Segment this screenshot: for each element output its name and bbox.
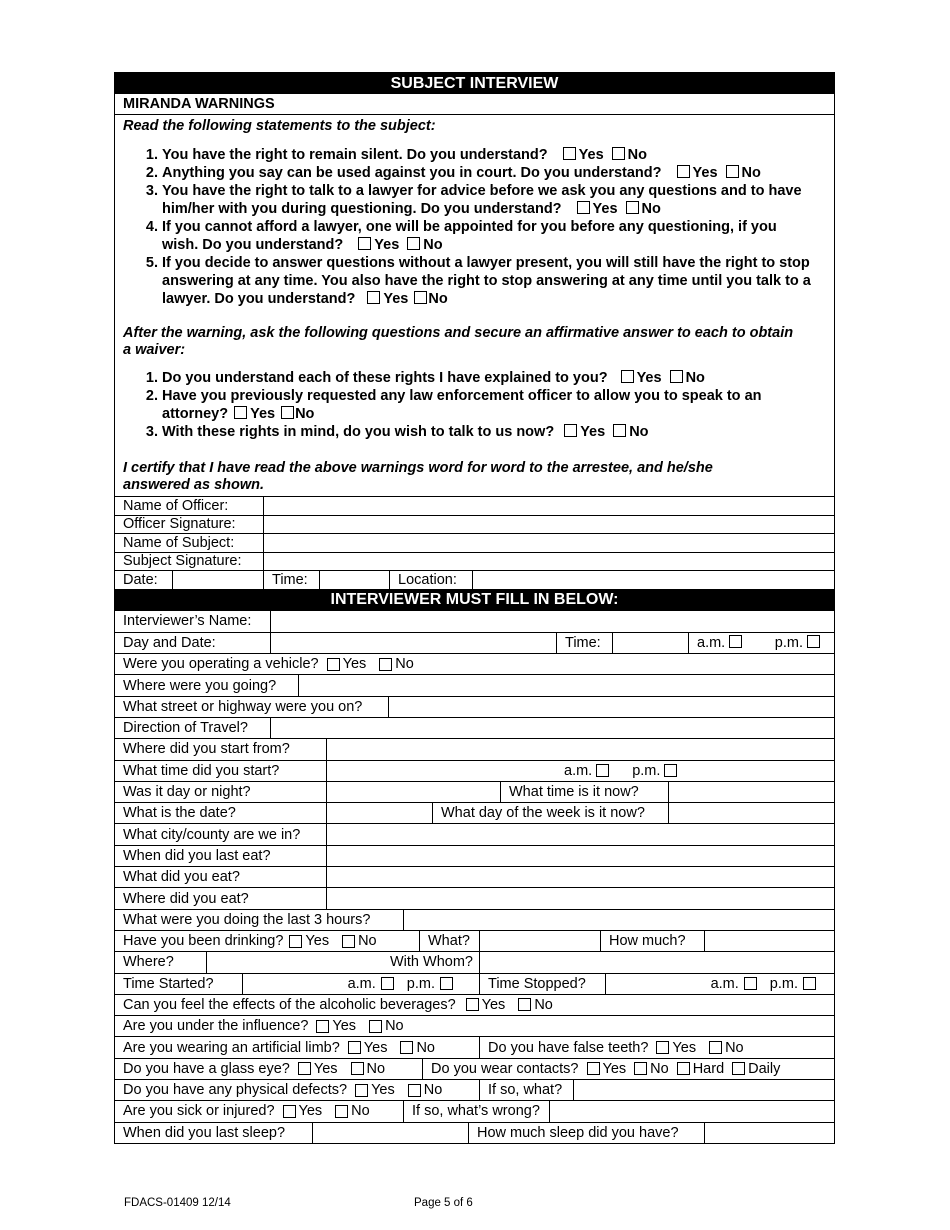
what-eat-row	[115, 866, 834, 887]
doing-label: What were you doing the last 3 hours?	[123, 911, 371, 928]
what-eat-field[interactable]	[326, 867, 834, 887]
time-now-label: What time is it now?	[500, 782, 668, 802]
officer-name-row	[115, 496, 834, 515]
going-label: Where were you going?	[123, 677, 277, 694]
street-field[interactable]	[388, 697, 834, 717]
defects-what-field[interactable]	[573, 1080, 834, 1100]
whats-wrong-field[interactable]	[549, 1101, 834, 1121]
checkbox-influence-yes[interactable]	[316, 1020, 329, 1033]
day-night-row	[115, 781, 834, 802]
checkbox-effects-yes[interactable]	[466, 998, 479, 1011]
what-eat-label: What did you eat?	[123, 869, 240, 886]
day-time-field[interactable]	[612, 633, 688, 653]
last-sleep-field[interactable]	[312, 1123, 468, 1143]
checkbox-vehicle-no[interactable]	[379, 658, 392, 671]
checkbox-waiver-no-1[interactable]	[670, 370, 683, 383]
checkbox-start-pm[interactable]	[664, 764, 677, 777]
date-field[interactable]	[172, 571, 263, 589]
checkbox-stopped-pm[interactable]	[803, 977, 816, 990]
where-label: Where?	[123, 954, 174, 971]
contacts-question: Do you wear contacts? Yes No Hard Daily	[422, 1059, 834, 1079]
subject-signature-row	[115, 552, 834, 571]
miranda-instruction: Read the following statements to the subject:	[123, 118, 436, 134]
checkbox-started-am[interactable]	[381, 977, 394, 990]
time-stopped-label: Time Stopped?	[479, 974, 605, 994]
checkbox-limb-no[interactable]	[400, 1041, 413, 1054]
waiver-questions	[115, 369, 834, 441]
subject-name-field[interactable]	[263, 534, 834, 552]
date-question-label: What is the date?	[123, 805, 236, 822]
miranda-statement-4: 4. If you cannot afford a lawyer, one will be appointed for you before any questioning, if you wish. Do you understand? Yes No	[162, 218, 814, 254]
how-much-label: How much?	[600, 931, 704, 951]
form-id: FDACS-01409 12/14	[124, 1197, 231, 1209]
city-row	[115, 823, 834, 844]
teeth-question: Do you have false teeth? Yes No	[479, 1037, 834, 1057]
city-label: What city/county are we in?	[123, 826, 301, 843]
checkbox-eye-no[interactable]	[351, 1062, 364, 1075]
where-eat-field[interactable]	[326, 888, 834, 908]
direction-row	[115, 717, 834, 738]
last-eat-field[interactable]	[326, 846, 834, 866]
checkbox-drinking-yes[interactable]	[289, 935, 302, 948]
where-field[interactable]	[206, 952, 362, 972]
location-field[interactable]	[472, 571, 834, 589]
influence-row	[115, 1015, 834, 1036]
where-eat-label: Where did you eat?	[123, 890, 249, 907]
time-started-field: a.m. p.m.	[242, 974, 479, 994]
officer-signature-field[interactable]	[263, 516, 834, 534]
going-row	[115, 674, 834, 695]
how-much-field[interactable]	[704, 931, 834, 951]
checkbox-start-am[interactable]	[596, 764, 609, 777]
start-time-field[interactable]	[326, 761, 556, 781]
date-row	[115, 802, 834, 823]
checkbox-waiver-no-3[interactable]	[613, 424, 626, 437]
last-sleep-label: When did you last sleep?	[123, 1124, 286, 1141]
checkbox-vehicle-yes[interactable]	[327, 658, 340, 671]
sick-question: Are you sick or injured? Yes No	[123, 1103, 370, 1120]
subject-signature-label: Subject Signature:	[123, 553, 242, 570]
checkbox-yes-4[interactable]	[358, 237, 371, 250]
street-label: What street or highway were you on?	[123, 698, 363, 715]
checkbox-contacts-no[interactable]	[634, 1062, 647, 1075]
vehicle-row	[115, 653, 834, 674]
page-number: Page 5 of 6	[414, 1197, 473, 1209]
checkbox-limb-yes[interactable]	[348, 1041, 361, 1054]
start-from-field[interactable]	[326, 739, 834, 759]
checkbox-contacts-hard[interactable]	[677, 1062, 690, 1075]
time-label: Time:	[263, 571, 319, 589]
checkbox-no-5[interactable]	[414, 291, 427, 304]
interviewer-name-label: Interviewer’s Name:	[123, 613, 252, 630]
checkbox-yes-3[interactable]	[577, 201, 590, 214]
date-label: Date:	[123, 571, 158, 588]
time-started-row	[115, 973, 834, 994]
checkbox-sick-yes[interactable]	[283, 1105, 296, 1118]
interviewer-name-field[interactable]	[270, 611, 834, 632]
drinking-what-label: What?	[419, 931, 479, 951]
day-date-label: Day and Date:	[123, 634, 216, 651]
checkbox-waiver-yes-1[interactable]	[621, 370, 634, 383]
where-whom-row	[115, 951, 834, 972]
checkbox-yes-5[interactable]	[367, 291, 380, 304]
waiver-question-1: 1. Do you understand each of these rights I have explained to you? Yes No	[162, 369, 784, 387]
date-time-location-row	[115, 570, 834, 589]
last-eat-row	[115, 845, 834, 866]
influence-question: Are you under the influence? Yes No	[123, 1018, 404, 1035]
officer-signature-row	[115, 515, 834, 534]
vehicle-question: Were you operating a vehicle? Yes No	[123, 656, 414, 673]
checkbox-drinking-no[interactable]	[342, 935, 355, 948]
glass-eye-question: Do you have a glass eye? Yes No	[123, 1060, 386, 1077]
checkbox-yes-1[interactable]	[563, 147, 576, 160]
checkbox-contacts-yes[interactable]	[587, 1062, 600, 1075]
checkbox-defects-no[interactable]	[408, 1084, 421, 1097]
subject-signature-field[interactable]	[263, 553, 834, 571]
eye-contacts-row	[115, 1058, 834, 1079]
checkbox-sick-no[interactable]	[335, 1105, 348, 1118]
interviewer-section-title: INTERVIEWER MUST FILL IN BELOW:	[115, 589, 834, 611]
effects-row	[115, 994, 834, 1015]
with-whom-field[interactable]	[479, 952, 834, 972]
start-from-row	[115, 738, 834, 759]
certification-statement: I certify that I have read the above warnings word for word to the arrestee, and he/she answered as shown.	[123, 460, 713, 493]
checkbox-influence-no[interactable]	[369, 1020, 382, 1033]
day-ampm: a.m. p.m.	[688, 633, 834, 653]
checkbox-teeth-no[interactable]	[709, 1041, 722, 1054]
waiver-instruction: After the warning, ask the following questions and secure an affirmative answer to each to obtain a waiver:	[123, 325, 794, 358]
start-from-label: Where did you start from?	[123, 741, 290, 758]
checkbox-eye-yes[interactable]	[298, 1062, 311, 1075]
city-field[interactable]	[326, 824, 834, 844]
miranda-statement-5: 5. If you decide to answer questions without a lawyer present, you will still have the right to stop answering at any time. You also have the right to stop answering at any time until you talk to a lawyer. Do you understand? Yes No	[162, 254, 814, 308]
day-time-label: Time:	[556, 633, 612, 653]
time-started-label: Time Started?	[123, 975, 214, 992]
dow-label: What day of the week is it now?	[432, 803, 668, 823]
checkbox-effects-no[interactable]	[518, 998, 531, 1011]
miranda-statement-1: 1. You have the right to remain silent. Do you understand? Yes No	[162, 146, 814, 164]
officer-name-label: Name of Officer:	[123, 497, 229, 514]
checkbox-no-1[interactable]	[612, 147, 625, 160]
drinking-what-field[interactable]	[479, 931, 600, 951]
limb-teeth-row	[115, 1036, 834, 1057]
officer-name-field[interactable]	[263, 497, 834, 515]
with-whom-label: With Whom?	[390, 954, 473, 971]
dow-field[interactable]	[668, 803, 834, 823]
checkbox-started-pm[interactable]	[440, 977, 453, 990]
start-time-row	[115, 760, 834, 781]
how-much-sleep-field[interactable]	[704, 1123, 834, 1143]
checkbox-day-am[interactable]	[729, 635, 742, 648]
subject-name-row	[115, 533, 834, 552]
defects-question: Do you have any physical defects? Yes No	[123, 1082, 443, 1099]
last-eat-label: When did you last eat?	[123, 847, 271, 864]
form-title: SUBJECT INTERVIEW	[115, 73, 834, 94]
day-night-field[interactable]	[326, 782, 500, 802]
how-much-sleep-label: How much sleep did you have?	[468, 1123, 704, 1143]
whats-wrong-label: If so, what’s wrong?	[403, 1101, 549, 1121]
time-field[interactable]	[319, 571, 389, 589]
checkbox-defects-yes[interactable]	[355, 1084, 368, 1097]
checkbox-contacts-daily[interactable]	[732, 1062, 745, 1075]
doing-field[interactable]	[403, 910, 834, 930]
subject-name-label: Name of Subject:	[123, 534, 235, 551]
checkbox-waiver-yes-3[interactable]	[564, 424, 577, 437]
subject-interview-form	[114, 72, 835, 1144]
sleep-row	[115, 1122, 834, 1143]
officer-signature-label: Officer Signature:	[123, 516, 236, 533]
going-field[interactable]	[298, 675, 834, 695]
miranda-statement-3: 3. You have the right to talk to a lawyer for advice before we ask you any questions and to have him/her with you during questioning. Do you understand? Yes No	[162, 182, 814, 218]
start-time-spacer	[696, 761, 834, 781]
day-date-row	[115, 632, 834, 653]
checkbox-no-2[interactable]	[726, 165, 739, 178]
interviewer-name-row	[115, 611, 834, 632]
limb-question: Are you wearing an artificial limb? Yes No	[123, 1039, 435, 1056]
day-date-field[interactable]	[270, 633, 556, 653]
checkbox-day-pm[interactable]	[807, 635, 820, 648]
drinking-question: Have you been drinking? Yes No	[123, 933, 377, 950]
direction-field[interactable]	[270, 718, 834, 738]
start-ampm: a.m. p.m.	[556, 761, 696, 781]
day-night-label: Was it day or night?	[123, 784, 251, 801]
defects-what-label: If so, what?	[479, 1080, 573, 1100]
miranda-header: MIRANDA WARNINGS	[115, 94, 834, 115]
location-label: Location:	[389, 571, 472, 589]
waiver-question-3: 3. With these rights in mind, do you wish to talk to us now? Yes No	[162, 423, 784, 441]
checkbox-no-3[interactable]	[626, 201, 639, 214]
time-stopped-field: a.m. p.m.	[605, 974, 834, 994]
street-row	[115, 696, 834, 717]
sick-row	[115, 1100, 834, 1121]
drinking-row	[115, 930, 834, 951]
doing-row	[115, 909, 834, 930]
miranda-statement-2: 2. Anything you say can be used against you in court. Do you understand? Yes No	[162, 164, 814, 182]
miranda-statements	[115, 146, 834, 308]
checkbox-no-4[interactable]	[407, 237, 420, 250]
checkbox-teeth-yes[interactable]	[656, 1041, 669, 1054]
effects-question: Can you feel the effects of the alcoholic beverages? Yes No	[123, 996, 553, 1013]
defects-row	[115, 1079, 834, 1100]
time-now-field[interactable]	[668, 782, 834, 802]
waiver-question-2: 2. Have you previously requested any law enforcement officer to allow you to speak to an attorney? Yes No	[162, 387, 784, 423]
checkbox-waiver-yes-2[interactable]	[234, 406, 247, 419]
date-question-field[interactable]	[326, 803, 432, 823]
checkbox-stopped-am[interactable]	[744, 977, 757, 990]
where-eat-row	[115, 887, 834, 908]
start-time-label: What time did you start?	[123, 762, 280, 779]
checkbox-waiver-no-2[interactable]	[281, 406, 294, 419]
direction-label: Direction of Travel?	[123, 720, 248, 737]
checkbox-yes-2[interactable]	[677, 165, 690, 178]
